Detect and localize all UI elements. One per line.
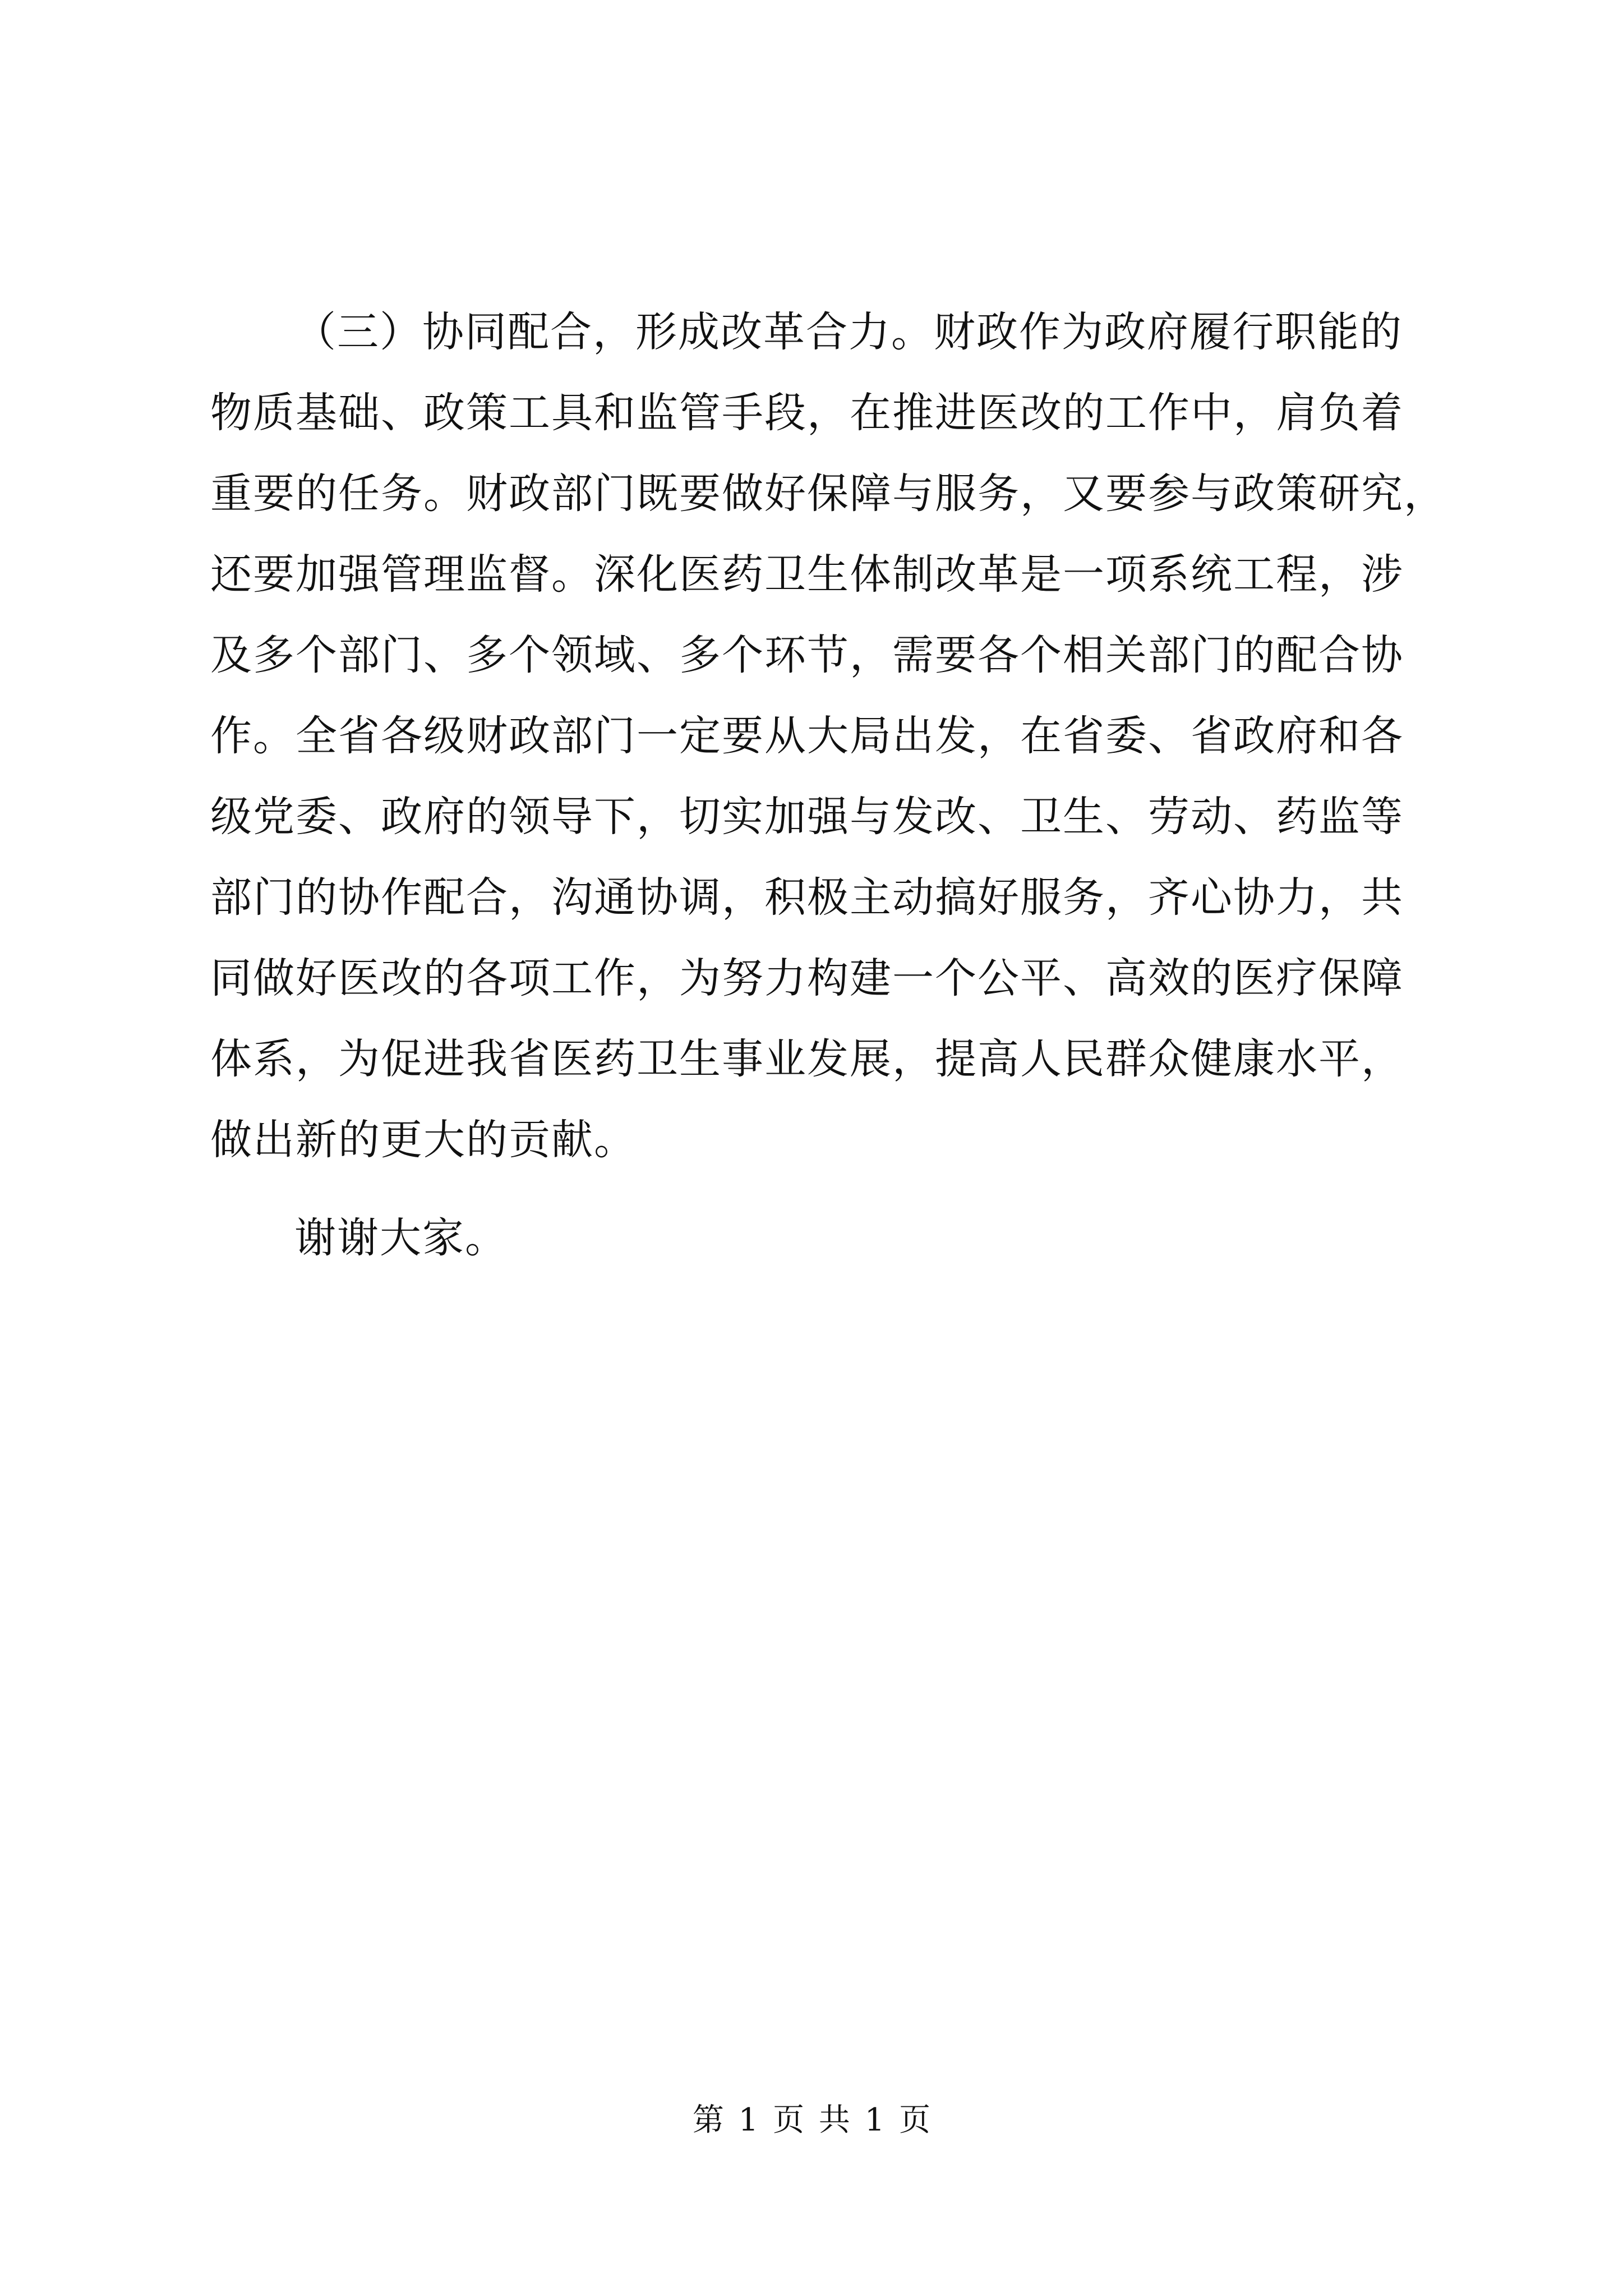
paragraph-line: 及多个部门、多个领域、多个环节，需要各个相关部门的配合协 — [210, 631, 1404, 679]
paragraph-line: 重要的任务。财政部门既要做好保障与服务，又要参与政策研究， — [210, 470, 1446, 518]
paragraph-line: 还要加强管理监督。深化医药卫生体制改革是一项系统工程，涉 — [210, 550, 1404, 599]
closing-remark: 谢谢大家。 — [294, 1214, 508, 1262]
page-number-footer: 第 1 页 共 1 页 — [692, 2102, 931, 2138]
paragraph-line: 做出新的更大的贡献。 — [210, 1116, 637, 1164]
paragraph-line: 体系，为促进我省医药卫生事业发展，提高人民群众健康水平， — [210, 1035, 1404, 1083]
paragraph-section-three — [210, 292, 1446, 1180]
paragraph-line: （三）协同配合，形成改革合力。财政作为政府履行职能的 — [294, 308, 1403, 356]
paragraph-line: 部门的协作配合，沟通协调，积极主动搞好服务，齐心协力，共 — [210, 873, 1404, 922]
paragraph-line: 作。全省各级财政部门一定要从大局出发，在省委、省政府和各 — [210, 712, 1404, 760]
paragraph-line: 同做好医改的各项工作，为努力构建一个公平、高效的医疗保障 — [210, 954, 1404, 1002]
paragraph-line: 物质基础、政策工具和监管手段，在推进医改的工作中，肩负着 — [210, 389, 1404, 437]
paragraph-line: 级党委、政府的领导下，切实加强与发改、卫生、劳动、药监等 — [210, 793, 1404, 841]
